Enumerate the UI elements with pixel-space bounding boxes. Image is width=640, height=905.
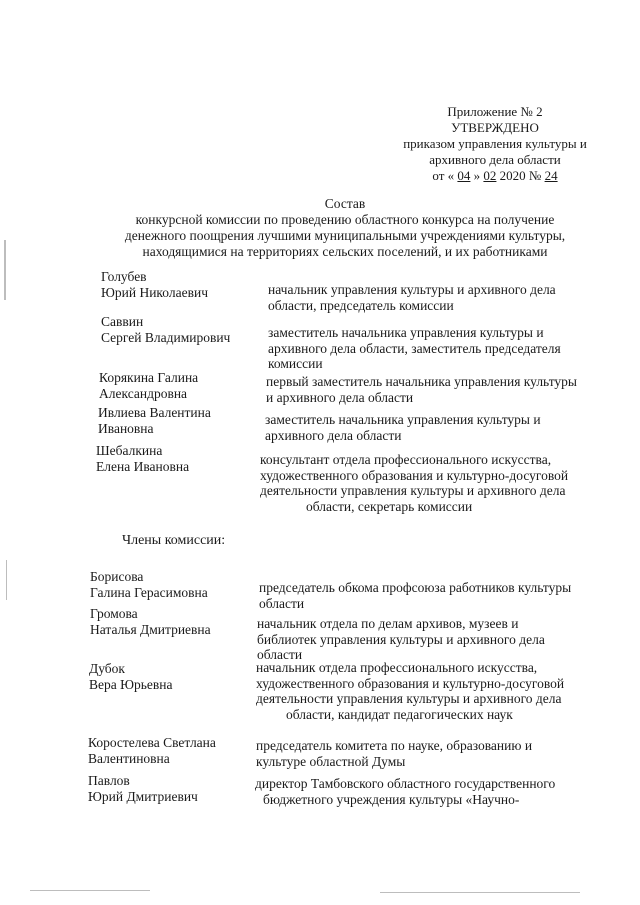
- person-name: Павлов Юрий Дмитриевич: [88, 773, 198, 804]
- order-line: приказом управления культуры и: [403, 136, 587, 151]
- document-title: [95, 196, 595, 260]
- person-name: Голубев Юрий Николаевич: [101, 269, 208, 300]
- person-role: директор Тамбовского областного государственного бюджетного учреждения культуры «Научно-: [255, 776, 556, 807]
- person-role: председатель комитета по науке, образованию и культуре областной Думы: [256, 738, 533, 769]
- person-role: председатель обкома профсоюза работников культуры области: [259, 580, 572, 611]
- appendix-label: Приложение № 2: [447, 104, 543, 119]
- person-role: заместитель начальника управления культуры и архивного дела области, заместитель председателя комиссии: [268, 325, 561, 371]
- title-heading: Состав: [324, 196, 366, 211]
- title-line: конкурсной комиссии по проведению областного конкурса на получение: [135, 212, 555, 227]
- members-heading: Члены комиссии:: [122, 533, 226, 548]
- person-role: начальник управления культуры и архивного дела области, председатель комиссии: [268, 282, 556, 313]
- scan-speck: [380, 892, 580, 893]
- order-year: 2020: [499, 168, 526, 183]
- order-month: 02: [483, 168, 497, 183]
- scan-speck: [6, 560, 7, 600]
- person-name: Борисова Галина Герасимовна: [90, 569, 208, 600]
- approval-stamp: [380, 104, 610, 184]
- order-day: 04: [457, 168, 471, 183]
- order-number: 24: [544, 168, 558, 183]
- person-name: Дубок Вера Юрьевна: [89, 661, 173, 692]
- scan-speck: [4, 240, 6, 300]
- scan-speck: [30, 890, 150, 891]
- order-line: архивного дела области: [429, 152, 561, 167]
- title-line: денежного поощрения лучшими муниципальными учреждениями культуры,: [124, 228, 566, 243]
- person-role: консультант отдела профессионального искусства, художественного образования и культурно-досуговой деятельности управления культуры и архивного дела области, секретарь комиссии: [260, 452, 569, 514]
- person-role: начальник отдела профессионального искусства, художественного образования и культурно-досуговой деятельности управления культуры и архивного дела области, кандидат педагогических наук: [256, 660, 565, 722]
- order-date: от « 04 » 02 2020 № 24: [432, 168, 558, 183]
- person-role: заместитель начальника управления культуры и архивного дела области: [265, 412, 541, 443]
- person-role: первый заместитель начальника управления культуры и архивного дела области: [266, 374, 577, 405]
- person-role: начальник отдела по делам архивов, музеев и библиотек управления культуры и архивного дела области: [257, 616, 545, 662]
- person-name: Громова Наталья Дмитриевна: [90, 606, 211, 637]
- person-name: Шебалкина Елена Ивановна: [96, 443, 190, 474]
- person-name: Корякина Галина Александровна: [99, 370, 199, 401]
- person-name: Саввин Сергей Владимирович: [101, 314, 231, 345]
- approved-label: УТВЕРЖДЕНО: [451, 120, 539, 135]
- title-line: находящимися на территориях сельских поселений, и их работниками: [142, 244, 548, 259]
- person-name: Коростелева Светлана Валентиновна: [88, 735, 216, 766]
- person-name: Ивлиева Валентина Ивановна: [98, 405, 211, 436]
